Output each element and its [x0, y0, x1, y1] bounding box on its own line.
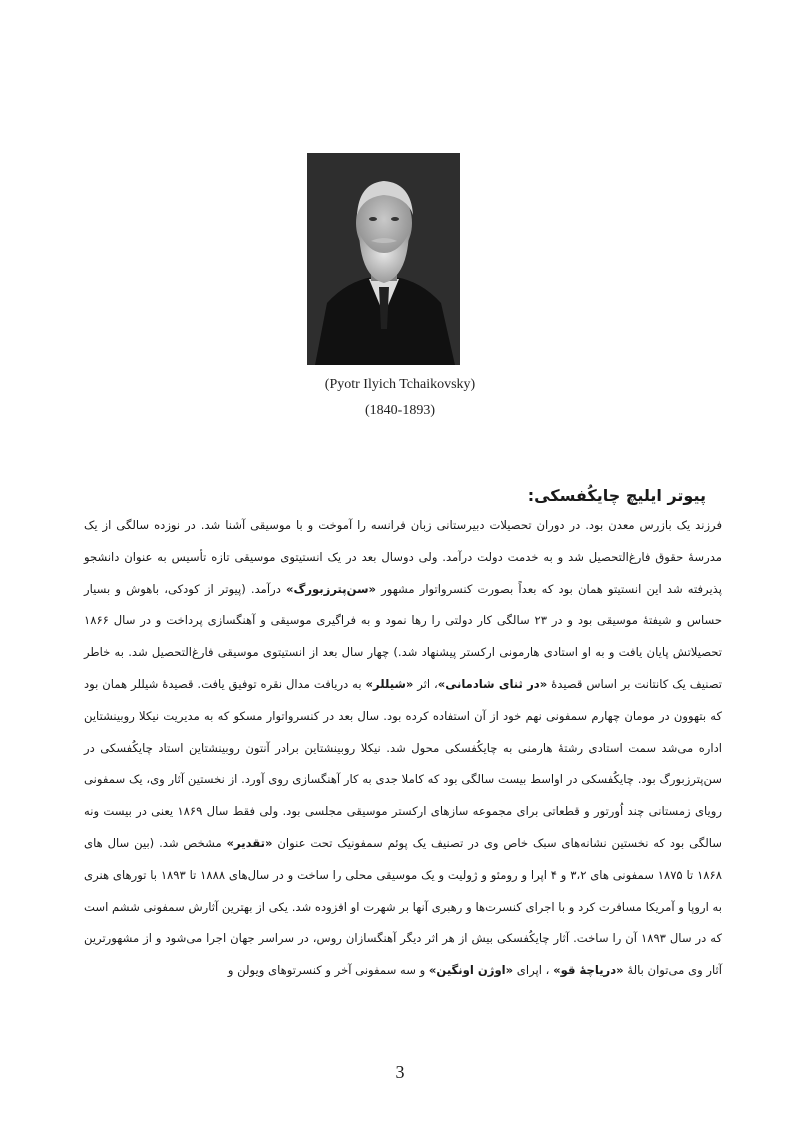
portrait-caption-name: (Pyotr Ilyich Tchaikovsky) — [324, 377, 476, 392]
portrait-illustration — [307, 153, 460, 365]
body-text-segment: فرزند یک بازرس معدن بود. در دوران تحصیلات دبیرستانی زبان فرانسه را آموخت و با موسیقی آشنا شد. در نوزده سالگی از یک مدرسهٔ حقوق فارغ‌التحصیل شد و به خدمت دولت درآمد. ولی دوسال بعد در یک انستیتوی موسیقی تازه تأسیس به عنوان دانشجو پذیرفته شد این انستیتو همان بود که بعداً بصورت کنسرواتوار مشهور — [84, 518, 722, 596]
bold-term-fate: «تقدیر» — [226, 835, 273, 850]
bold-term-ode-to-joy: «در ثنای شادمانی» — [437, 676, 548, 691]
page-number: 3 — [395, 1062, 405, 1082]
portrait-caption-years: (1840-1893) — [365, 403, 435, 418]
body-text-segment: درآمد. (پیوتر از کودکی، باهوش و بسیار حساس و شیفتهٔ موسیقی بود و در ۲۳ سالگی کار دولتی را رها نمود و به فراگیری موسیقی و آهنگسازی پرداخت و در سال ۱۸۶۶ تحصیلاتش پایان یافت و به او استادی هارمونی ارکستر پیشنهاد شد.) چهار سال بعد از انستیتوی موسیقی فارغ‌التحصیل شد. به خاطر تصنیف یک کانتانت بر اساس قصیدهٔ — [84, 581, 723, 691]
bold-term-eugene-onegin: «اوژن اونگین» — [428, 963, 514, 978]
section-heading: پیوتر ایلیچ چایکُفسکی: — [527, 486, 706, 505]
biography-paragraph — [84, 510, 722, 1070]
portrait-photo — [307, 153, 460, 365]
bold-term-schiller: «شیللر» — [365, 676, 414, 691]
body-text-segment: و سه سمفونی آخر و کنسرتوهای ویولن و — [227, 963, 429, 978]
bold-term-st-petersburg: «سن‌پترزبورگ» — [286, 581, 376, 596]
body-text-segment: مشخص شد. (بین سال های ۱۸۶۸ تا ۱۸۷۵ سمفونی های ۳،۲ و ۴ اپرا و رومئو و ژولیت و یک موسیقی محلی را ساخت و در سال‌های ۱۸۸۸ تا ۱۸۹۳ با تورهای هنری به اروپا و آمریکا مسافرت کرد و با اجرای کنسرت‌ها و رهبری آنها بر شهرت او افزوده شد. یکی از بهترین آثارش سمفونی ششم است که در سال ۱۸۹۳ آن را ساخت. آثار چایکُفسکی بیش از هر اثر دیگر آهنگسازان روس، در سراسر جهان اجرا می‌شود و از مشهورترین آثار وی می‌توان بالهٔ — [84, 835, 722, 978]
body-text-segment: به دریافت مدال نقره توفیق یافت. قصیدهٔ شیللر همان بود که بتهوون در مومان چهارم سمفونی نهم خود از آن استفاده کرده بود. سال بعد در کنسرواتوار مسکو که به مدیریت نیکلا روبینشتاین اداره می‌شد سمت استادی رشتهٔ هارمنی به چایکُفسکی محول شد. نیکلا روبینشتاین برادر آنتون روبینشتاین استاد چایکُفسکی در سن‌پترزبورگ بود. چایکُفسکی در اواسط بیست سالگی بود که کاملا جدی به کار آهنگسازی روی آورد. از نخستین آثار وی، یک سمفونی رویای زمستانی چند اُورتور و قطعاتی برای مجموعه سازهای ارکستر موسیقی مجلسی بود. ولی فقط سال ۱۸۶۹ یعنی در بیست ونه سالگی بود که نخستین نشانه‌های سبک خاص وی در تصنیف یک پوئم سمفونیک تحت عنوان — [84, 676, 722, 850]
body-text-segment: ، اپرای — [513, 963, 554, 978]
body-text-segment: ، اثر — [413, 676, 438, 691]
bold-term-swan-lake: «دریاچهٔ قو» — [553, 963, 624, 978]
